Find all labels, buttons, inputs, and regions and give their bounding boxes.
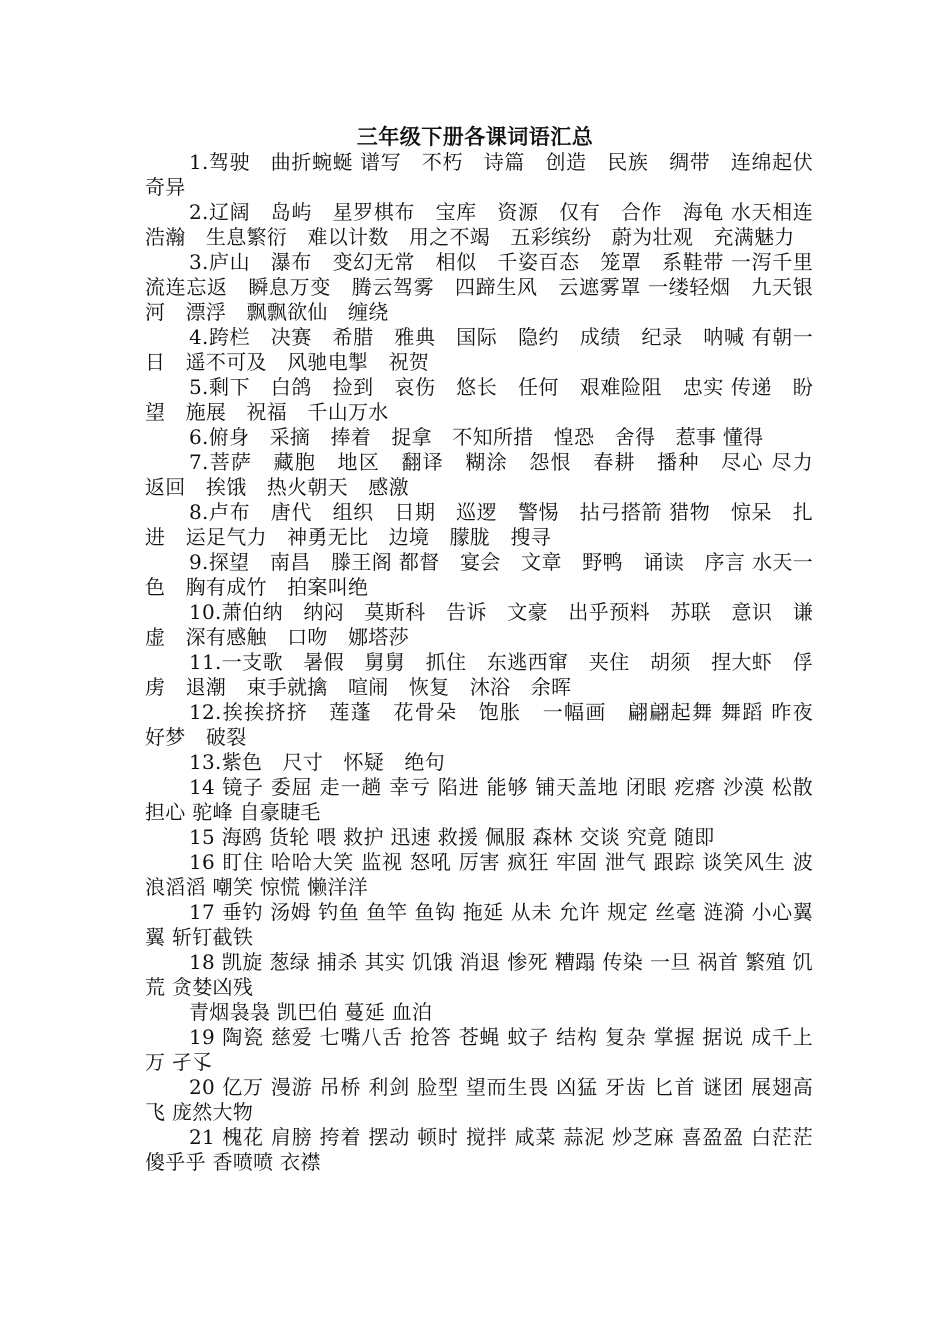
lesson-13-words: 13.紫色 尺寸 怀疑 绝句 bbox=[189, 750, 446, 774]
lesson-21-words: 21 槐花 肩膀 挎着 摆动 顿时 搅拌 咸菜 蒜泥 炒芝麻 喜盈盈 白茫茫 傻乎乎 香喷喷 衣襟 bbox=[145, 1125, 820, 1174]
lesson-14-words: 14 镜子 委屈 走一趟 幸亏 陷进 能够 铺天盖地 闭眼 疙瘩 沙漠 松散 担心 驼峰 自豪睫毛 bbox=[145, 775, 820, 824]
document-title: 三年级下册各课词语汇总 bbox=[356, 124, 594, 149]
lesson-16-words: 16 盯住 哈哈大笑 监视 怒吼 厉害 疯狂 牢固 泄气 跟踪 谈笑风生 波浪滔滔 嘲笑 惊慌 懒洋洋 bbox=[145, 850, 813, 899]
lesson-17-words: 17 垂钓 汤姆 钓鱼 鱼竿 鱼钩 拖延 从未 允许 规定 丝毫 涟漪 小心翼翼 斩钉截铁 bbox=[145, 900, 813, 949]
lesson-7-words: 7.菩萨 藏胞 地区 翻译 糊涂 怨恨 春耕 播种 尽心 尽力 返回 挨饿 热火朝天 感激 bbox=[145, 450, 834, 499]
lesson-9-words: 9.探望 南昌 滕王阁 都督 宴会 文章 野鸭 诵读 序言 水天一色 胸有成竹 拍案叫绝 bbox=[145, 550, 813, 599]
lesson-3-words: 3.庐山 瀑布 变幻无常 相似 千姿百态 笼罩 系鞋带 一泻千里 流连忘返 瞬息万变 腾云驾雾 四蹄生风 云遮雾罩 一缕轻烟 九天银河 漂浮 飘飘欲仙 缠绕 bbox=[145, 250, 820, 324]
lesson-10-words: 10.萧伯纳 纳闷 莫斯科 告诉 文豪 出乎预料 苏联 意识 谦虚 深有感触 口吻 娜塔莎 bbox=[145, 600, 813, 649]
lesson-11-words: 11.一支歌 暑假 舅舅 抓住 东逃西窜 夹住 胡须 捏大虾 俘虏 退潮 束手就擒 喧闹 恢复 沐浴 余晖 bbox=[145, 650, 813, 699]
lesson-1-words: 1.驾驶 曲折蜿蜒 谱写 不朽 诗篇 创造 民族 绸带 连绵起伏 奇异 bbox=[145, 150, 834, 199]
lesson-8-words: 8.卢布 唐代 组织 日期 巡逻 警惕 拈弓搭箭 猎物 惊呆 扎进 运足气力 神勇无比 边境 朦胧 搜寻 bbox=[145, 500, 813, 549]
lesson-15-words: 15 海鸥 货轮 喂 救护 迅速 救援 佩服 森林 交谈 究竟 随即 bbox=[189, 825, 715, 849]
lesson-18-words: 18 凯旋 葱绿 捕杀 其实 饥饿 消退 惨死 糟蹋 传染 一旦 祸首 繁殖 饥荒 贪婪凶残 bbox=[145, 950, 813, 999]
lesson-20-words: 20 亿万 漫游 吊桥 利剑 脸型 望而生畏 凶猛 牙齿 匕首 谜团 展翅高飞 庞然大物 bbox=[145, 1075, 813, 1124]
lesson-4-words: 4.跨栏 决赛 希腊 雅典 国际 隐约 成绩 纪录 呐喊 有朝一日 遥不可及 风驰电掣 祝贺 bbox=[145, 325, 813, 374]
lesson-18-words-continued: 青烟袅袅 凯巴伯 蔓延 血泊 bbox=[189, 1000, 433, 1024]
lesson-12-words: 12.挨挨挤挤 莲蓬 花骨朵 饱胀 一幅画 翩翩起舞 舞蹈 昨夜 好梦 破裂 bbox=[145, 700, 834, 749]
lesson-5-words: 5.剩下 白鸽 捡到 哀伤 悠长 任何 艰难险阻 忠实 传递 盼望 施展 祝福 千山万水 bbox=[145, 375, 813, 424]
lesson-6-words: 6.俯身 采摘 捧着 捉拿 不知所措 惶恐 舍得 惹事 懂得 bbox=[189, 425, 764, 449]
vocabulary-list bbox=[145, 150, 834, 1175]
lesson-2-words: 2.辽阔 岛屿 星罗棋布 宝库 资源 仅有 合作 海龟 水天相连 浩瀚 生息繁衍 难以计数 用之不竭 五彩缤纷 蔚为壮观 充满魅力 bbox=[145, 200, 834, 249]
lesson-19-words: 19 陶瓷 慈爱 七嘴八舌 抢答 苍蝇 蚊子 结构 复杂 掌握 据说 成千上万 孑孓 bbox=[145, 1025, 813, 1074]
